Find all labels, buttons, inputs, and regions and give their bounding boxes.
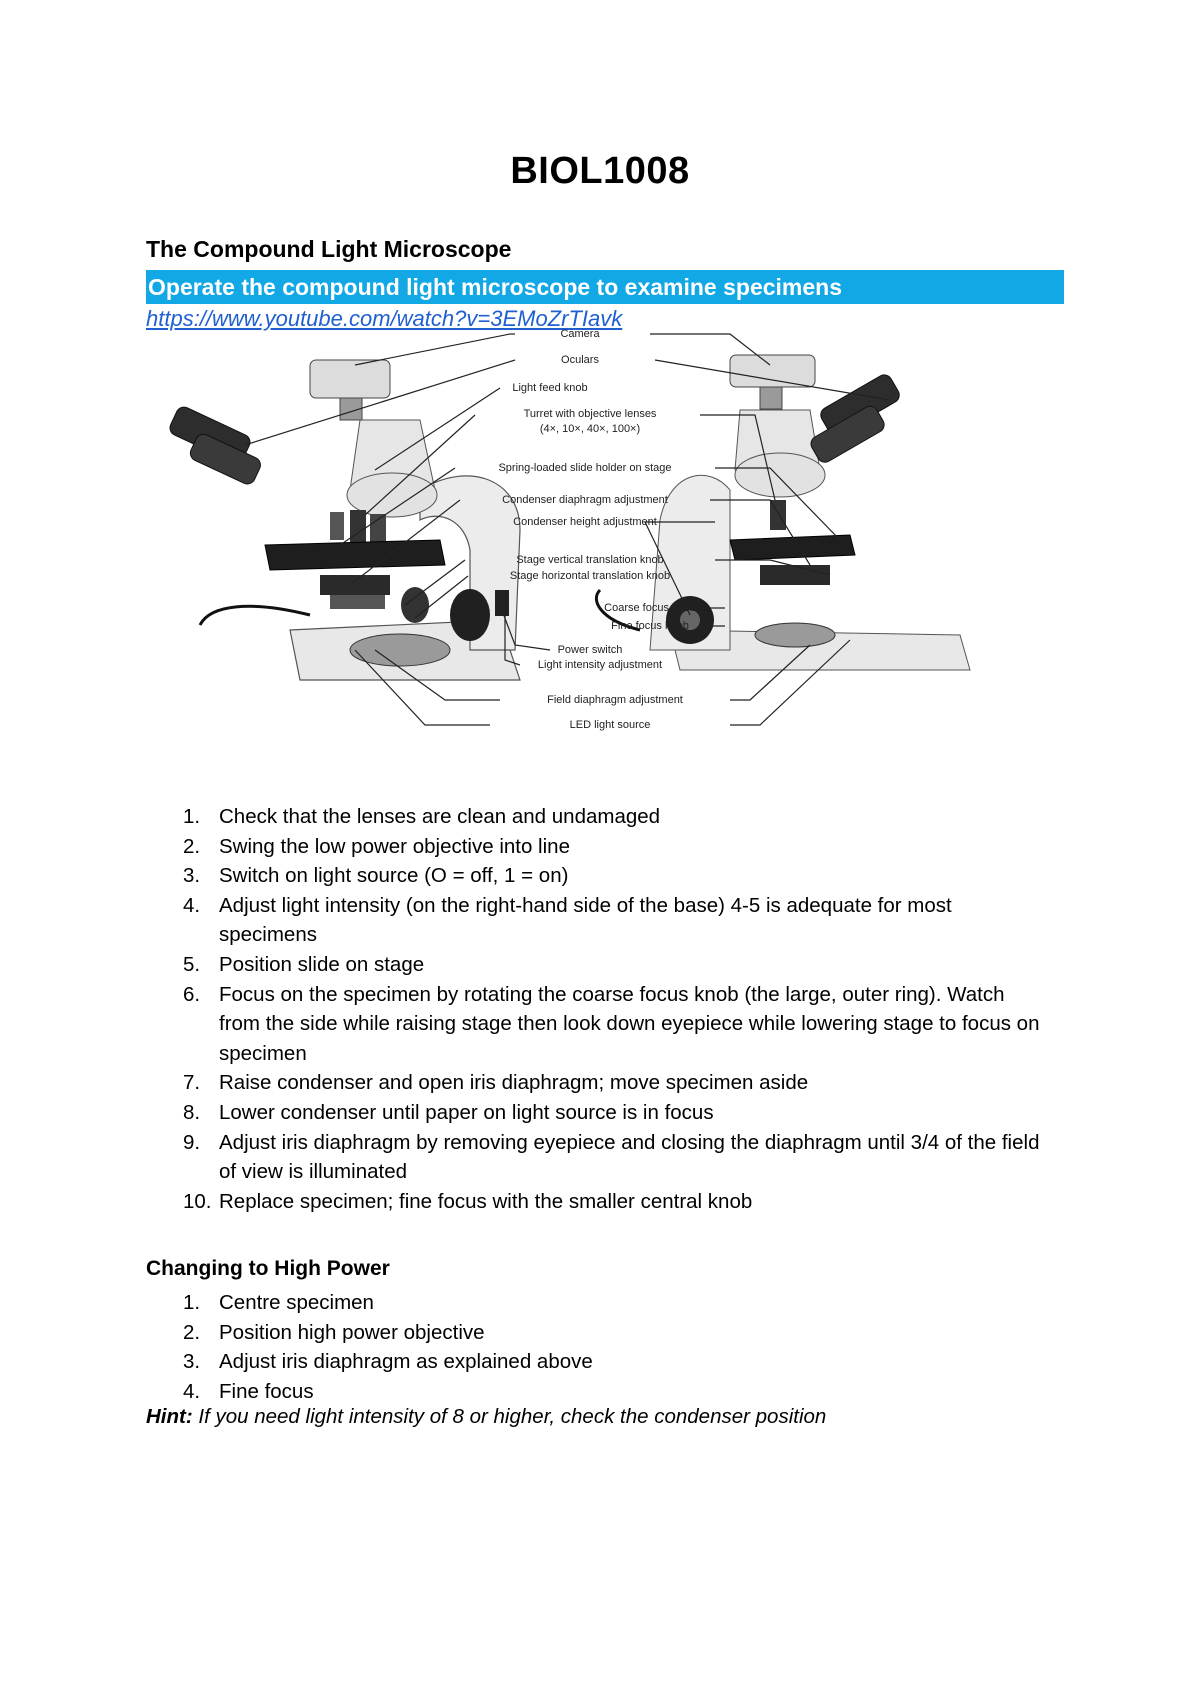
list-item bbox=[146, 1347, 1046, 1377]
list-item bbox=[146, 832, 1046, 862]
hint-text: If you need light intensity of 8 or higher, check the condenser position bbox=[192, 1405, 827, 1428]
list-item bbox=[146, 861, 1046, 891]
list-item bbox=[146, 1187, 1046, 1217]
label-turret: Turret with objective lenses bbox=[523, 408, 657, 420]
high-power-steps-list bbox=[146, 1288, 1046, 1406]
list-item-text: Switch on light source (O = off, 1 = on) bbox=[219, 864, 569, 888]
section-title: The Compound Light Microscope bbox=[146, 236, 512, 262]
list-item-text: Raise condenser and open iris diaphragm; move specimen aside bbox=[219, 1071, 809, 1095]
label-slide-holder: Spring-loaded slide holder on stage bbox=[498, 462, 672, 474]
list-item bbox=[146, 1377, 1046, 1407]
list-item bbox=[146, 980, 1046, 1069]
list-item bbox=[146, 891, 1046, 950]
list-item-number: 5. bbox=[183, 952, 201, 976]
label-condenser-height: Condenser height adjustment bbox=[513, 516, 657, 528]
list-item-number: 4. bbox=[183, 893, 201, 917]
label-light-intensity: Light intensity adjustment bbox=[537, 659, 663, 671]
label-condenser-diaphragm: Condenser diaphragm adjustment bbox=[502, 494, 668, 506]
highlight-banner: Operate the compound light microscope to examine specimens bbox=[146, 270, 1064, 304]
list-item-text: Focus on the specimen by rotating the coarse focus knob (the large, outer ring). Watch from the side while raising stage then look down eyepiece while lowering stage to focus on specimen bbox=[219, 982, 1040, 1065]
list-item-number: 6. bbox=[183, 982, 201, 1006]
list-item bbox=[146, 802, 1046, 832]
list-item-number: 9. bbox=[183, 1130, 201, 1154]
course-code-title: BIOL1008 bbox=[510, 150, 690, 192]
list-item-number: 3. bbox=[183, 864, 201, 888]
list-item-number: 10. bbox=[183, 1189, 212, 1213]
list-item-text: Adjust light intensity (on the right-hand side of the base) 4-5 is adequate for most specimens bbox=[219, 893, 952, 947]
list-item-number: 2. bbox=[183, 834, 201, 858]
list-item-text: Centre specimen bbox=[219, 1291, 374, 1314]
list-item bbox=[146, 1098, 1046, 1128]
label-oculars: Oculars bbox=[561, 354, 599, 366]
label-field-diaphragm: Field diaphragm adjustment bbox=[547, 694, 683, 706]
high-power-heading: Changing to High Power bbox=[146, 1257, 390, 1280]
list-item-text: Adjust iris diaphragm by removing eyepiece and closing the diaphragm until 3/4 of the field of view is illuminated bbox=[219, 1130, 1040, 1184]
label-stage-horizontal: Stage horizontal translation knob bbox=[509, 570, 671, 582]
label-power-switch: Power switch bbox=[557, 644, 623, 656]
list-item bbox=[146, 950, 1046, 980]
list-item-text: Fine focus bbox=[219, 1379, 314, 1403]
list-item-text: Swing the low power objective into line bbox=[219, 834, 570, 858]
label-turret-magnifications: (4×, 10×, 40×, 100×) bbox=[539, 423, 641, 435]
label-light-feed-knob: Light feed knob bbox=[512, 382, 588, 394]
list-item-text: Check that the lenses are clean and undamaged bbox=[219, 805, 661, 828]
list-item-text: Adjust iris diaphragm as explained above bbox=[219, 1350, 593, 1374]
hint-paragraph bbox=[146, 1405, 826, 1429]
list-item-number: 4. bbox=[183, 1379, 201, 1403]
list-item bbox=[146, 1068, 1046, 1098]
label-fine-focus: Fine focus knob bbox=[611, 620, 689, 632]
list-item-number: 1. bbox=[183, 805, 201, 828]
list-item bbox=[146, 1288, 1046, 1318]
video-link[interactable]: https://www.youtube.com/watch?v=3EMoZrTIavk bbox=[146, 306, 623, 331]
list-item-number: 2. bbox=[183, 1320, 201, 1344]
list-item-number: 1. bbox=[183, 1291, 201, 1314]
list-item bbox=[146, 1318, 1046, 1348]
hint-label: Hint: bbox=[146, 1405, 193, 1428]
list-item-text: Position high power objective bbox=[219, 1320, 485, 1344]
label-stage-vertical: Stage vertical translation knob bbox=[516, 554, 664, 566]
left-microscope-illustration bbox=[167, 360, 520, 680]
list-item bbox=[146, 1128, 1046, 1187]
microscope-diagram bbox=[170, 328, 1050, 800]
label-coarse-focus: Coarse focus knob bbox=[604, 602, 696, 614]
operation-steps-list bbox=[146, 802, 1046, 1216]
list-item-text: Lower condenser until paper on light source is in focus bbox=[219, 1100, 714, 1124]
label-led-light-source: LED light source bbox=[569, 719, 651, 731]
list-item-text: Replace specimen; fine focus with the smaller central knob bbox=[219, 1189, 753, 1213]
list-item-number: 7. bbox=[183, 1071, 201, 1095]
label-camera: Camera bbox=[560, 328, 600, 340]
list-item-text: Position slide on stage bbox=[219, 952, 425, 976]
list-item-number: 3. bbox=[183, 1350, 201, 1374]
list-item-number: 8. bbox=[183, 1100, 201, 1124]
